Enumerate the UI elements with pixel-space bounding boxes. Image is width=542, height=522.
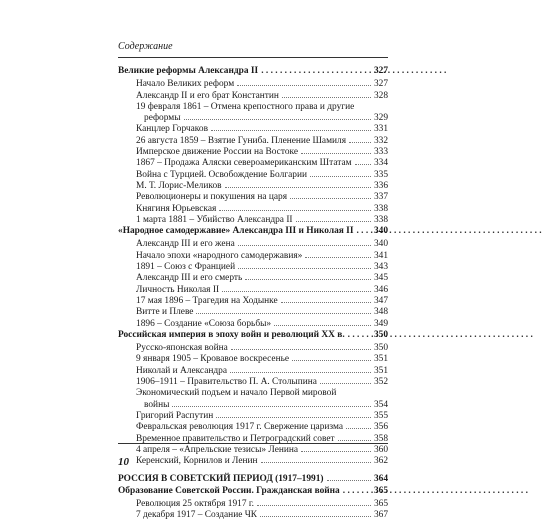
toc-entry-page: 360 — [373, 444, 388, 455]
toc-entry-title: Александр III и его жена — [136, 239, 235, 250]
dot-leader — [355, 164, 371, 165]
dot-leader — [348, 330, 371, 341]
toc-entry-page: 337 — [373, 192, 388, 203]
toc-entry-title: Николай и Александра — [136, 365, 227, 376]
toc-entry-title: Экономический подъем и начало Первой мировой — [136, 388, 337, 399]
toc-entry — [118, 204, 388, 215]
toc-entry-page: 365 — [373, 498, 388, 509]
toc-entry — [118, 136, 388, 147]
toc-entry-page: 328 — [373, 90, 388, 101]
toc-entry — [118, 422, 388, 433]
toc-entry — [118, 102, 388, 113]
dot-leader — [222, 291, 371, 292]
toc-entry — [118, 456, 388, 467]
toc-entry-title: Имперское движение России на Востоке — [136, 147, 298, 158]
toc-entry-title: М. Т. Лорис-Меликов — [136, 180, 222, 191]
toc-entry — [118, 307, 388, 318]
toc-entry-title: Русско-японская война — [136, 343, 228, 354]
dot-leader — [238, 245, 371, 246]
toc-entry-title: 1 марта 1881 – Убийство Александра II — [136, 214, 293, 225]
toc-entry-title: войны — [144, 399, 170, 410]
dot-leader — [327, 480, 371, 481]
toc-section-entry — [118, 486, 388, 499]
toc-header: Содержание — [118, 41, 173, 52]
table-of-contents — [118, 66, 388, 522]
toc-entry-page: 348 — [373, 307, 388, 318]
dot-leader — [296, 221, 371, 222]
toc-entry-title: Александр III и его смерть — [136, 273, 243, 284]
dot-leader — [320, 383, 371, 384]
dot-leader — [196, 313, 370, 314]
dot-leader — [216, 417, 371, 418]
dot-leader — [301, 153, 371, 154]
toc-entry-page: 351 — [373, 354, 388, 365]
toc-entry — [118, 91, 388, 102]
toc-entry-page: 336 — [373, 180, 388, 191]
toc-entry-title: 7 декабря 1917 – Создание ЧК — [136, 510, 258, 521]
toc-entry-page: 332 — [373, 135, 388, 146]
toc-entry-page: 349 — [373, 318, 388, 329]
dot-leader — [305, 257, 371, 258]
toc-entry-title: 1896 – Создание «Союза борьбы» — [136, 318, 272, 329]
toc-entry-title: Революция 25 октября 1917 г. — [136, 498, 255, 509]
dot-leader — [292, 360, 371, 361]
toc-entry-page: 338 — [373, 203, 388, 214]
toc-entry-page: 334 — [373, 158, 388, 169]
toc-entry-title: Начало Великих реформ — [136, 79, 235, 90]
toc-entry-page: 350 — [373, 329, 388, 340]
dot-leader — [356, 226, 370, 237]
dot-leader — [290, 198, 371, 199]
toc-entry-title: 26 августа 1859 – Взятие Гуниба. Пленение Шамиля — [136, 135, 347, 146]
toc-entry — [118, 285, 388, 296]
toc-entry-title: 1906–1911 – Правительство П. А. Столыпина — [136, 377, 317, 388]
toc-entry-title: Революционеры и покушения на царя — [136, 192, 288, 203]
dot-leader — [346, 428, 371, 429]
toc-section-entry — [118, 330, 388, 343]
toc-entry-page: 327 — [373, 79, 388, 90]
toc-entry-title: Великие реформы Александра II — [118, 66, 259, 76]
toc-entry — [118, 319, 388, 330]
toc-entry — [118, 124, 388, 135]
toc-entry-title: 19 февраля 1861 – Отмена крепостного права и другие — [136, 101, 355, 112]
toc-section-entry — [118, 226, 388, 239]
toc-entry-title: Керенский, Корнилов и Ленин — [136, 456, 258, 467]
toc-entry-title: Февральская революция 1917 г. Свержение царизма — [136, 422, 343, 433]
toc-entry — [118, 273, 388, 284]
toc-entry-page: 355 — [373, 410, 388, 421]
toc-entry — [118, 445, 388, 456]
toc-entry — [118, 262, 388, 273]
dot-leader — [282, 97, 371, 98]
toc-entry-title: 4 апреля – «Апрельские тезисы» Ленина — [136, 444, 299, 455]
toc-entry-page: 327 — [373, 66, 388, 76]
toc-section-entry — [118, 66, 388, 79]
dot-leader — [310, 176, 371, 177]
dot-leader — [301, 451, 371, 452]
toc-entry-title: Временное правительство и Петроградский совет — [136, 433, 335, 444]
toc-entry-title: 1891 – Союз с Францией — [136, 262, 236, 273]
toc-entry — [118, 147, 388, 158]
toc-entry-title: Александр II и его брат Константин — [136, 90, 279, 101]
toc-entry-title: Российская империя в эпоху войн и революций XX в. — [118, 329, 345, 340]
toc-entry-page: 351 — [373, 365, 388, 376]
toc-entry — [118, 400, 388, 411]
header-rule — [118, 57, 388, 58]
toc-entry — [118, 411, 388, 422]
dot-leader — [257, 505, 371, 506]
dot-leader — [225, 187, 371, 188]
toc-entry-page: 333 — [373, 147, 388, 158]
toc-entry — [118, 158, 388, 169]
toc-entry — [118, 354, 388, 365]
toc-entry — [118, 377, 388, 388]
dot-leader — [231, 349, 371, 350]
toc-entry — [118, 239, 388, 250]
toc-entry-page: 340 — [373, 239, 388, 250]
toc-entry-page: 354 — [373, 399, 388, 410]
toc-entry — [118, 499, 388, 510]
toc-entry-title: РОССИЯ В СОВЕТСКИЙ ПЕРИОД (1917–1991) — [118, 474, 324, 485]
dot-leader — [245, 279, 371, 280]
toc-entry-page: 329 — [373, 113, 388, 124]
toc-entry-title: Начало эпохи «народного самодержавия» — [136, 250, 303, 261]
toc-entry-title: Канцлер Горчаков — [136, 124, 208, 135]
toc-entry-page: 352 — [373, 377, 388, 388]
toc-entry-page: 343 — [373, 262, 388, 273]
dot-leader — [238, 268, 371, 269]
toc-entry — [118, 113, 388, 124]
dot-leader — [172, 406, 371, 407]
dot-leader — [349, 142, 371, 143]
toc-entry-page: 338 — [373, 214, 388, 225]
toc-entry-page: 365 — [373, 485, 388, 496]
toc-entry-page: 364 — [373, 474, 388, 485]
toc-entry-title: 1867 – Продажа Аляски североамериканским Штатам — [136, 158, 352, 169]
dot-leader — [338, 440, 371, 441]
dot-leader — [281, 302, 371, 303]
toc-entry-page: 335 — [373, 169, 388, 180]
toc-entry-title: 9 января 1905 – Кровавое воскресенье — [136, 354, 290, 365]
toc-entry-page: 331 — [373, 124, 388, 135]
toc-entry — [118, 388, 388, 399]
toc-entry-title: Образование Советской России. Гражданская война — [118, 485, 340, 496]
dot-leader — [211, 130, 371, 131]
toc-entry-page: 367 — [373, 510, 388, 521]
toc-entry-page: 347 — [373, 295, 388, 306]
dot-leader — [260, 516, 371, 517]
toc-entry-page: 340 — [373, 226, 388, 237]
toc-entry-title: 17 мая 1896 – Трагедия на Ходынке — [136, 295, 278, 306]
toc-entry-title: реформы — [144, 113, 181, 124]
toc-entry-title: «Народное самодержавие» Александра III и Николая II — [118, 226, 354, 237]
toc-entry-title: Витте и Плеве — [136, 307, 194, 318]
toc-entry — [118, 343, 388, 354]
dot-leader — [274, 325, 371, 326]
toc-entry-page: 341 — [373, 250, 388, 261]
dot-leader — [219, 210, 371, 211]
toc-entry — [118, 366, 388, 377]
dot-leader — [261, 66, 371, 77]
toc-entry-title: Личность Николая II — [136, 284, 220, 295]
toc-entry-page: 358 — [373, 433, 388, 444]
toc-entry — [118, 192, 388, 203]
toc-entry-page: 356 — [373, 422, 388, 433]
toc-entry — [118, 251, 388, 262]
toc-entry-page: 346 — [373, 284, 388, 295]
dot-leader — [184, 119, 371, 120]
toc-part-entry — [118, 474, 388, 485]
dot-leader — [230, 372, 371, 373]
dot-leader — [261, 462, 371, 463]
dot-leader — [343, 486, 371, 497]
page-number: 10 — [118, 456, 129, 468]
toc-entry-page: 345 — [373, 273, 388, 284]
toc-entry-page: 362 — [373, 456, 388, 467]
toc-entry — [118, 181, 388, 192]
toc-entry — [118, 215, 388, 226]
toc-entry — [118, 510, 388, 521]
toc-entry-title: Война с Турцией. Освобождение Болгарии — [136, 169, 308, 180]
toc-entry-page: 350 — [373, 343, 388, 354]
toc-entry-title: Княгиня Юрьевская — [136, 203, 217, 214]
toc-entry — [118, 296, 388, 307]
footer-rule — [118, 443, 388, 444]
dot-leader — [237, 85, 371, 86]
toc-entry-title: Григорий Распутин — [136, 410, 214, 421]
toc-entry — [118, 170, 388, 181]
toc-entry — [118, 79, 388, 90]
